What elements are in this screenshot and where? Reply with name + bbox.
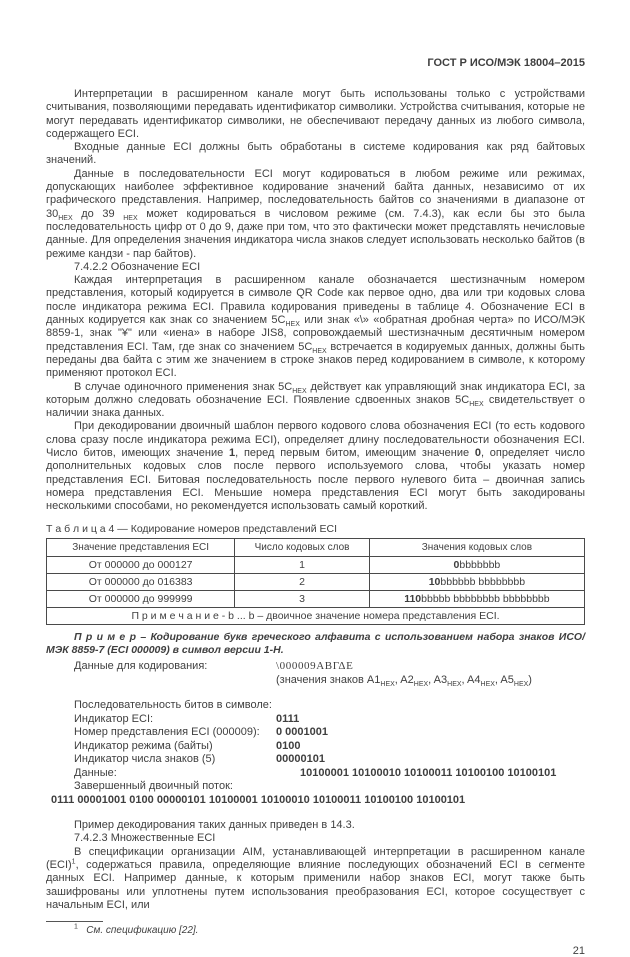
document-code-header: ГОСТ Р ИСО/МЭК 18004–2015: [427, 57, 585, 69]
column-header-eci-value: Значение представления ECI: [47, 538, 235, 556]
table-note-row: [47, 607, 585, 624]
cell-value: 0bbbbbbb: [369, 556, 584, 573]
cell-range: От 000000 до 999999: [47, 590, 235, 607]
column-header-codeword-values: Значения кодовых слов: [369, 538, 584, 556]
example-value: [276, 699, 585, 713]
example-value: 10100001 10100010 10100011 10100100 10100101: [300, 766, 557, 779]
example-row-eci-indicator: [46, 713, 585, 727]
paragraph-single-use: В случае одиночного применения знак $5C_{HEX}$ действует как управляющий знак индикатора ECI, за которым должно следовать обозначение ECI. Появление сдвоенных знаков $5C_{HEX}$ свидетельствует о наличии знака данных.: [46, 380, 585, 420]
table-row: [47, 573, 585, 590]
cell-words: 1: [235, 556, 370, 573]
example-row-count-indicator: [46, 753, 585, 767]
eci-assignment-table: [46, 538, 585, 625]
paragraph-decoding-pattern: При декодировании двоичный шаблон первого кодового слова обозначения ECI (то есть кодового слова сразу после индикатора режима ECI), определяет длину последовательности обозначения ECI. Число битов, имеющих значение 1, перед первым битом, имеющим значение 0, определяет число дополнительных кодовых слов после первого используемого слова, чтобы указать номер представления ECI. Битовая последовательность после первого нулевого бита – двоичная запись номера представления ECI. Меньшие номера представления ECI могут быть закодированы несколькими способами, но рекомендуется использовать самый короткий.: [46, 420, 586, 513]
example-row-mode-indicator: [46, 740, 585, 754]
example-label: Данные для кодирования:: [74, 660, 208, 673]
table-note: П р и м е ч а н и е - b ... b – двоичное значение номера представления ECI.: [47, 607, 585, 624]
paragraph-eci-designation: Каждая интерпретация в расширенном канале обозначается шестизначным номером представления, который кодируется в символе QR Code как первое одно, два или три кодовых слова после индикатора режима ECI. Правила кодирования приведены в таблице 4. Обозначение ECI в данных кодируется как знак со значением $5C_{HEX}$ или знак «\» «обратная дробная черта» по ИСО/МЭК 8859-1, знак "¥" или «иена» в наборе JIS8, сопровождаемый шестизначным десятичным номером представления ECI. Там, где знак со значением $5C_{HEX}$ встречается в кодируемых данных, должны быть переданы два байта с этим же значением в строке знаков перед кодированием в символе, к которому применяют протокол ECI.: [46, 274, 585, 380]
footnote-text: См. спецификацию [22].: [86, 925, 199, 937]
footnote: [46, 924, 585, 937]
footnote-marker: 1: [74, 923, 78, 931]
final-bit-stream: 0111 00001001 0100 00000101 10100001 10100010 10100011 10100100 10100101: [51, 793, 466, 806]
cell-words: 3: [235, 590, 370, 607]
example-value: 00000101: [276, 753, 325, 766]
heading-7-4-2-3: 7.4.2.3 Множественные ECI: [74, 832, 216, 845]
example-label: Завершенный двоичный поток:: [74, 780, 233, 793]
example-label: Данные:: [74, 766, 117, 779]
example-row-char-values: [46, 674, 585, 688]
vertical-spacer: [46, 807, 585, 819]
heading-7-4-2-2: 7.4.2.2 Обозначение ECI: [74, 260, 201, 273]
example-row-bit-sequence: [46, 699, 585, 713]
example-value: 0111: [276, 712, 300, 725]
example-row-final-stream-label: [46, 780, 585, 794]
cell-value: 10bbbbbb bbbbbbbb: [369, 573, 584, 590]
footnote-divider: [46, 921, 103, 922]
example-value: 0100: [276, 739, 301, 752]
cell-words: 2: [235, 573, 370, 590]
example-value: \000009ΑΒΓΔΕ: [276, 660, 354, 673]
example-label: Индикатор ECI:: [74, 712, 154, 725]
page-number: 21: [572, 945, 585, 957]
example-label: Индикатор числа знаков (5): [74, 753, 216, 766]
example-heading: П р и м е р – Кодирование букв греческого алфавита с использованием набора знаков ИСО/МЭК 8859-7 (ECI 000009) в символ версии 1-Н.: [46, 630, 585, 656]
example-value: 0 0001001: [276, 726, 328, 739]
table-4-caption: Т а б л и ц а 4 — Кодирование номеров представлений ECI: [46, 522, 337, 535]
example-label: Индикатор режима (байты): [74, 739, 213, 752]
example-row-data-bits: [46, 767, 585, 781]
example-row-data-to-encode: [46, 660, 585, 674]
cell-value: 110bbbbb bbbbbbbb bbbbbbbb: [369, 590, 584, 607]
paragraph-multiple-eci: В спецификации организации AIM, устанавливающей интерпретации в расширенном канале (ECI)$^1$, содержаться правила, определяющие влияние последующих обозначений ECI в сегменте данных ECI. Например данные, к которым применили набор знаков ECI, могут также быть зашифрованы или уплотнены путем использования преобразования ECI, которое сосуществует с начальным ECI, или: [46, 845, 585, 911]
cell-range: От 000000 до 016383: [47, 573, 235, 590]
column-header-codeword-count: Число кодовых слов: [235, 538, 370, 556]
paragraph-decode-reference: Пример декодирования таких данных приведен в 14.3.: [74, 819, 355, 832]
paragraph-eci-sequence: Данные в последовательности ECI могут кодироваться в любом режиме или режимах, допускающих наиболее эффективное кодирование значений байта данных, независимо от их графического представления. Например, последовательность байтов со значениями в диапазоне от $30_{HEX}$ до 39 $_{HEX}$ может кодироваться в числовом режиме (см. 7.4.3), как если бы это была последовательность цифр от 0 до 9, даже при том, что это фактически может представлять нечисловые данные. Для определения значения индикатора числа знаков следует использовать несколько байтов (в режиме кандзи - пар байтов).: [46, 167, 585, 260]
example-row-eci-number: [46, 726, 585, 740]
paragraph-eci-input-data: Входные данные ECI должны быть обработаны в системе кодирования как ряд байтовых значений.: [46, 141, 585, 167]
example-label: [46, 674, 276, 688]
paragraph-eci-readers: Интерпретации в расширенном канале могут быть использованы только с устройствами считывания, позволяющими передавать идентификатор символики. Устройства считывания, которые не могут передавать идентификатор символики, не обеспечивают передачу данных из любого символа, содержащего ECI.: [46, 88, 585, 140]
cell-range: От 000000 до 000127: [47, 556, 235, 573]
example-label: Номер представления ECI (000009):: [74, 726, 260, 739]
table-row: [47, 590, 585, 607]
table-row: [47, 556, 585, 573]
example-label: Последовательность битов в символе:: [74, 699, 272, 712]
table-header-row: [47, 538, 585, 556]
example-value: (значения знаков $A1_{HEX}$, $A2_{HEX}$, $A3_{HEX}$, $A4_{HEX}$, $A5_{HEX}$): [276, 673, 532, 688]
